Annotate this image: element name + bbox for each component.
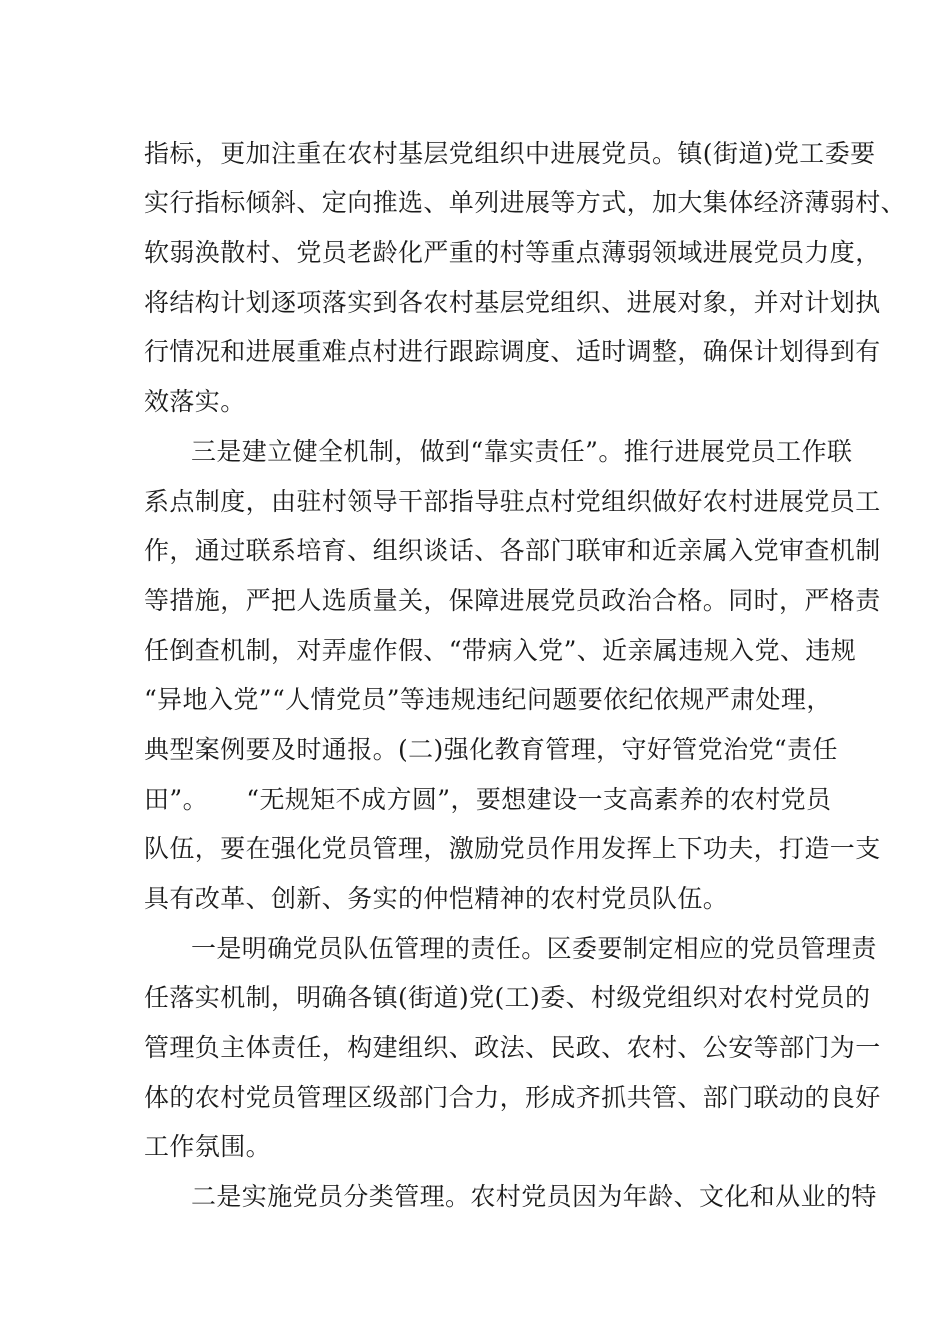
text-line: 效落实。 bbox=[144, 387, 246, 416]
text-line: 体的农村党员管理区级部门合力，形成齐抓共管、部门联动的良好 bbox=[144, 1083, 881, 1112]
text-line: 系点制度，由驻村领导干部指导驻点村党组织做好农村进展党员工 bbox=[144, 487, 881, 516]
text-line: 作，通过联系培育、组织谈话、各部门联审和近亲属入党审查机制 bbox=[144, 536, 881, 565]
text-line: 任倒查机制，对弄虚作假、“带病入党”、近亲属违规入党、违规 bbox=[144, 636, 857, 665]
text-line: “异地入党”“人情党员”等违规违纪问题要依纪依规严肃处理， bbox=[144, 685, 832, 714]
text-line: 指标，更加注重在农村基层党组织中进展党员。镇(街道)党工委要 bbox=[144, 139, 876, 168]
text-line: 队伍，要在强化党员管理，激励党员作用发挥上下功夫，打造一支 bbox=[144, 834, 881, 863]
text-line: 工作氛围。 bbox=[144, 1132, 272, 1161]
paragraph-start-line: 一是明确党员队伍管理的责任。区委要制定相应的党员管理责 bbox=[191, 934, 877, 963]
text-line: 软弱涣散村、党员老龄化严重的村等重点薄弱领域进展党员力度， bbox=[144, 238, 881, 267]
text-line: 实行指标倾斜、定向推选、单列进展等方式，加大集体经济薄弱村、 bbox=[144, 188, 907, 217]
text-line: 管理负主体责任，构建组织、政法、民政、农村、公安等部门为一 bbox=[144, 1033, 881, 1062]
text-line: 等措施，严把人选质量关，保障进展党员政治合格。同时，严格责 bbox=[144, 586, 881, 615]
paragraph-start-line: 三是建立健全机制，做到“靠实责任”。推行进展党员工作联 bbox=[191, 437, 853, 466]
text-line: 田”。 “无规矩不成方圆”，要想建设一支高素养的农村党员 bbox=[144, 785, 832, 814]
text-line: 将结构计划逐项落实到各农村基层党组织、进展对象，并对计划执 bbox=[144, 288, 881, 317]
text-line: 任落实机制，明确各镇(街道)党(工)委、村级党组织对农村党员的 bbox=[144, 983, 871, 1012]
text-line: 行情况和进展重难点村进行跟踪调度、适时调整，确保计划得到有 bbox=[144, 337, 881, 366]
paragraph-start-line: 二是实施党员分类管理。农村党员因为年龄、文化和从业的特 bbox=[191, 1182, 877, 1211]
text-line: 典型案例要及时通报。(二)强化教育管理，守好管党治党“责任 bbox=[144, 735, 838, 764]
text-line: 具有改革、创新、务实的仲恺精神的农村党员队伍。 bbox=[144, 884, 729, 913]
